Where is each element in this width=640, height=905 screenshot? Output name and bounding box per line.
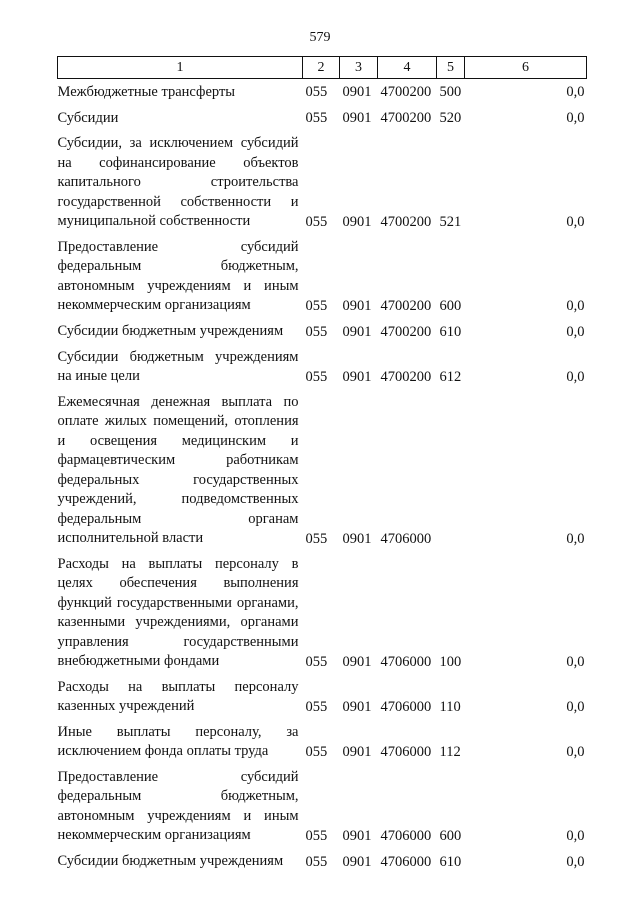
row-amount: 0,0 [566, 213, 585, 230]
row-rz: 0901 [342, 530, 372, 547]
row-ved: 055 [305, 653, 328, 670]
row-rz: 0901 [342, 743, 372, 760]
row-vr: 521 [439, 213, 462, 230]
header-col-3: 3 [340, 57, 378, 79]
table-row [58, 846, 587, 872]
row-ved: 055 [305, 698, 328, 715]
row-amount: 0,0 [566, 368, 585, 385]
row-amount: 0,0 [566, 84, 585, 100]
table-row [58, 717, 587, 762]
table-row [58, 549, 587, 672]
row-amount: 0,0 [566, 743, 585, 760]
row-vr: 112 [439, 743, 461, 760]
row-csr: 4700200 [380, 110, 432, 126]
row-amount: 0,0 [566, 653, 585, 670]
table-row [58, 128, 587, 232]
row-name: Субсидии [57, 109, 119, 126]
row-rz: 0901 [342, 853, 372, 870]
table-row [58, 342, 587, 387]
row-amount: 0,0 [566, 698, 585, 715]
row-name: Субсидии бюджетным учреждениям на иные цели [57, 348, 299, 384]
row-ved: 055 [305, 297, 328, 314]
row-rz: 0901 [342, 653, 372, 670]
table-row [58, 102, 587, 128]
row-name: Расходы на выплаты персоналу казенных учреждений [57, 678, 299, 714]
row-ved: 055 [305, 110, 328, 126]
row-ved: 055 [305, 530, 328, 547]
row-ved: 055 [305, 827, 328, 844]
row-name: Иные выплаты персоналу, за исключением фонда оплаты труда [57, 723, 299, 759]
row-amount: 0,0 [566, 110, 585, 126]
row-rz: 0901 [342, 297, 372, 314]
header-col-6: 6 [465, 57, 587, 79]
table-body [58, 79, 587, 872]
row-ved: 055 [305, 213, 328, 230]
row-csr: 4706000 [380, 698, 432, 715]
row-rz: 0901 [342, 323, 372, 340]
table-row [58, 672, 587, 717]
row-name: Межбюджетные трансферты [57, 83, 236, 100]
table-header-row [58, 57, 587, 79]
header-col-2: 2 [303, 57, 340, 79]
row-vr: 612 [439, 368, 462, 385]
row-ved: 055 [305, 84, 328, 100]
header-col-4: 4 [378, 57, 437, 79]
page-number: 579 [309, 30, 331, 45]
row-amount: 0,0 [566, 530, 585, 547]
row-rz: 0901 [342, 213, 372, 230]
row-rz: 0901 [342, 698, 372, 715]
row-name: Субсидии, за исключением субсидий на софинансирование объектов капитального строительства государственной собственности и муниципальной собственности [57, 135, 299, 229]
row-vr: 600 [439, 827, 462, 844]
row-name: Субсидии бюджетным учреждениям [57, 853, 284, 869]
row-vr: 610 [439, 853, 462, 870]
row-name: Субсидии бюджетным учреждениям [57, 323, 284, 339]
row-amount: 0,0 [566, 323, 585, 340]
row-rz: 0901 [342, 827, 372, 844]
row-csr: 4706000 [380, 530, 432, 547]
row-csr: 4706000 [380, 827, 432, 844]
row-name: Предоставление субсидий федеральным бюджетным, автономным учреждениям и иным некоммерческим организациям [57, 768, 299, 843]
row-rz: 0901 [342, 368, 372, 385]
row-ved: 055 [305, 323, 328, 340]
row-name: Ежемесячная денежная выплата по оплате жилых помещений, отопления и освещения медицинским и фармацевтическим работникам федеральных государственных учреждений, подведомственных федеральным органам исполнительной власти [57, 393, 299, 546]
row-vr: 600 [439, 297, 462, 314]
header-col-1: 1 [58, 57, 303, 79]
row-name: Предоставление субсидий федеральным бюджетным, автономным учреждениям и иным некоммерческим организациям [57, 238, 299, 313]
table-row [58, 762, 587, 846]
table-row [58, 316, 587, 342]
row-amount: 0,0 [566, 853, 585, 870]
table-row [58, 232, 587, 316]
row-vr: 110 [439, 698, 461, 715]
row-csr: 4700200 [380, 368, 432, 385]
row-amount: 0,0 [566, 297, 585, 314]
row-csr: 4700200 [380, 213, 432, 230]
header-col-5: 5 [437, 57, 465, 79]
row-csr: 4700200 [380, 84, 432, 100]
row-csr: 4706000 [380, 653, 432, 670]
row-rz: 0901 [342, 110, 372, 126]
row-ved: 055 [305, 368, 328, 385]
row-ved: 055 [305, 743, 328, 760]
row-vr: 610 [439, 323, 462, 340]
table-row [58, 79, 587, 103]
row-csr: 4706000 [380, 743, 432, 760]
row-vr: 100 [439, 653, 462, 670]
row-csr: 4700200 [380, 297, 432, 314]
row-csr: 4706000 [380, 853, 432, 870]
row-vr: 500 [439, 84, 462, 100]
row-rz: 0901 [342, 84, 372, 100]
row-vr: 520 [439, 110, 462, 126]
row-csr: 4700200 [380, 323, 432, 340]
row-ved: 055 [305, 853, 328, 870]
budget-table [57, 56, 587, 872]
table-row [58, 387, 587, 549]
row-amount: 0,0 [566, 827, 585, 844]
row-vr [437, 387, 465, 549]
row-name: Расходы на выплаты персоналу в целях обеспечения выполнения функций государственными органами, казенными учреждениями, органами управления государственными внебюджетными фондами [57, 555, 299, 669]
